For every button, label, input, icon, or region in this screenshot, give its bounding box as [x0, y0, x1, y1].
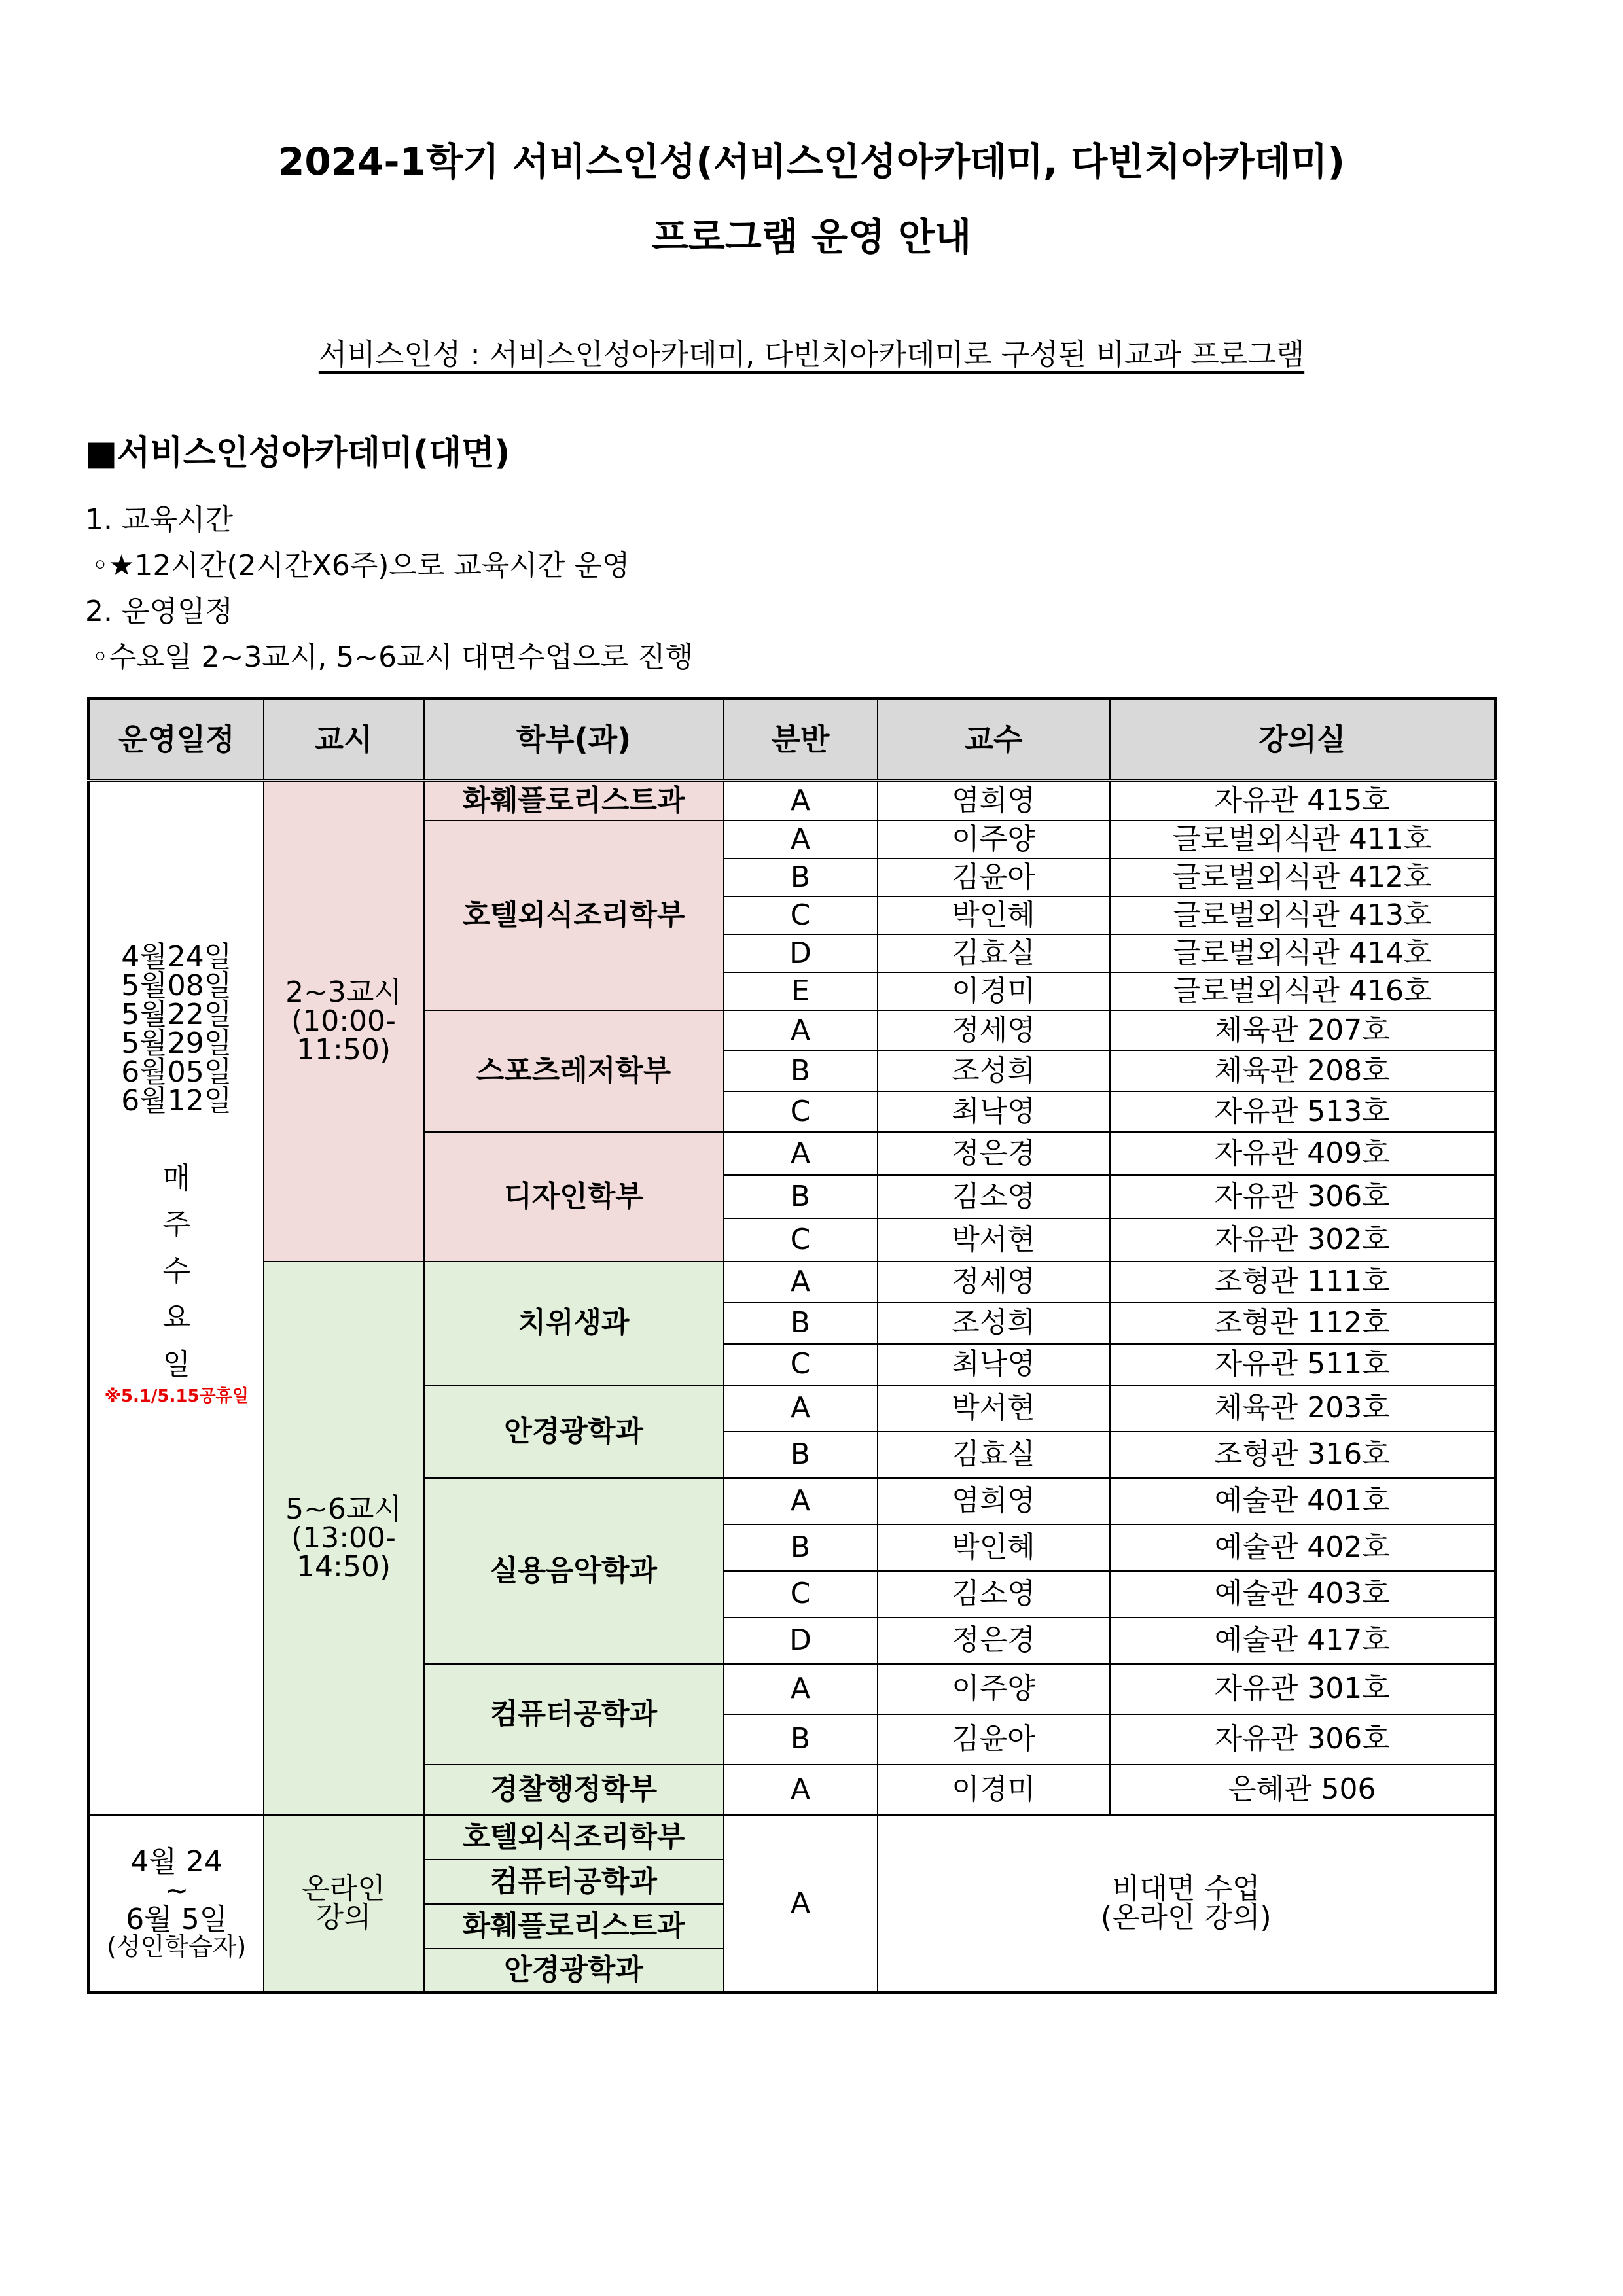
professor-cell: 정은경: [878, 1132, 1110, 1175]
online-target: (성인학습자): [107, 1932, 247, 1961]
room-cell: 조형관 316호: [1110, 1432, 1496, 1478]
section-cell: C: [724, 1571, 878, 1617]
professor-cell: 조성희: [878, 1051, 1110, 1091]
professor-cell: 김소영: [878, 1571, 1110, 1617]
room-cell: 체육관 207호: [1110, 1010, 1496, 1051]
room-cell: 예술관 401호: [1110, 1478, 1496, 1525]
subtitle-text: 서비스인성 : 서비스인성아카데미, 다빈치아카데미로 구성된 비교과 프로그램: [318, 337, 1305, 372]
room-cell: 예술관 402호: [1110, 1525, 1496, 1571]
dept-cell: 화훼플로리스트과: [424, 1904, 724, 1949]
online-note-cell: [878, 1815, 1496, 1993]
professor-cell: 염희영: [878, 1478, 1110, 1525]
room-cell: 자유관 415호: [1110, 781, 1496, 821]
online-section-cell: A: [724, 1815, 878, 1993]
section-cell: D: [724, 934, 878, 972]
period-time-start: (10:00-: [291, 1004, 396, 1038]
room-cell: 자유관 302호: [1110, 1218, 1496, 1262]
weekly-char: 요: [162, 1301, 190, 1335]
section-cell: A: [724, 781, 878, 821]
schedule-date: 6월12일: [121, 1084, 232, 1118]
dept-cell: 스포츠레저학부: [424, 1010, 724, 1132]
dept-cell: 컴퓨터공학과: [424, 1664, 724, 1765]
title-line-1: 2024-1학기 서비스인성(서비스인성아카데미, 다빈치아카데미): [278, 139, 1345, 184]
room-cell: 체육관 208호: [1110, 1051, 1496, 1091]
dept-cell: 안경광학과: [424, 1385, 724, 1478]
section-cell: B: [724, 1175, 878, 1218]
online-note-detail: (온라인 강의): [1100, 1900, 1272, 1934]
professor-cell: 이주양: [878, 821, 1110, 858]
room-cell: 자유관 511호: [1110, 1344, 1496, 1385]
room-cell: 은혜관 506: [1110, 1765, 1496, 1815]
professor-cell: 박인혜: [878, 896, 1110, 934]
section-cell: A: [724, 1010, 878, 1051]
section-cell: B: [724, 858, 878, 896]
table-row: [89, 1262, 1496, 1303]
professor-cell: 이주양: [878, 1664, 1110, 1714]
dept-cell: 호텔외식조리학부: [424, 821, 724, 1010]
period-morning-cell: [264, 781, 424, 1262]
section-cell: E: [724, 972, 878, 1010]
dept-cell: 컴퓨터공학과: [424, 1860, 724, 1904]
section-cell: D: [724, 1617, 878, 1664]
professor-cell: 김소영: [878, 1175, 1110, 1218]
professor-cell: 박서현: [878, 1218, 1110, 1262]
section-cell: A: [724, 1765, 878, 1815]
schedule-date: 4월24일: [121, 940, 232, 974]
professor-cell: 이경미: [878, 972, 1110, 1010]
table-header-row: [89, 699, 1496, 781]
online-dates-cell: [89, 1815, 264, 1993]
schedule-date: 5월29일: [121, 1026, 232, 1060]
professor-cell: 박인혜: [878, 1525, 1110, 1571]
table-row: [89, 1815, 1496, 1860]
header-period: 교시: [264, 699, 424, 781]
professor-cell: 김윤아: [878, 858, 1110, 896]
dept-cell: 경찰행정학부: [424, 1765, 724, 1815]
header-room: 강의실: [1110, 699, 1496, 781]
online-note: 비대면 수업: [1111, 1871, 1260, 1905]
professor-cell: 정세영: [878, 1010, 1110, 1051]
online-period-cell: [264, 1815, 424, 1993]
room-cell: 예술관 417호: [1110, 1617, 1496, 1664]
room-cell: 자유관 301호: [1110, 1664, 1496, 1714]
room-cell: 조형관 112호: [1110, 1303, 1496, 1344]
section-cell: A: [724, 821, 878, 858]
professor-cell: 최낙영: [878, 1344, 1110, 1385]
professor-cell: 정은경: [878, 1617, 1110, 1664]
section-cell: B: [724, 1303, 878, 1344]
room-cell: 예술관 403호: [1110, 1571, 1496, 1617]
dept-cell: 디자인학부: [424, 1132, 724, 1262]
table-row: [89, 781, 1496, 821]
online-period-label: 온라인: [302, 1871, 385, 1905]
schedule-table: [87, 697, 1497, 1994]
professor-cell: 최낙영: [878, 1091, 1110, 1132]
room-cell: 자유관 306호: [1110, 1714, 1496, 1765]
dept-cell: 실용음악학과: [424, 1478, 724, 1664]
period-time-end: 11:50): [296, 1033, 391, 1067]
online-date-separator: ~: [164, 1873, 189, 1907]
info-item-2-heading: 2. 운영일정: [85, 595, 233, 628]
info-item-1-detail: ◦★12시간(2시간X6주)으로 교육시간 운영: [92, 549, 630, 582]
room-cell: 조형관 111호: [1110, 1262, 1496, 1303]
section-cell: B: [724, 1714, 878, 1765]
professor-cell: 이경미: [878, 1765, 1110, 1815]
weekly-char: 일: [162, 1347, 190, 1381]
section-cell: C: [724, 1218, 878, 1262]
info-item-2-detail: ◦수요일 2~3교시, 5~6교시 대면수업으로 진행: [92, 641, 694, 674]
weekly-label: [90, 1155, 263, 1388]
header-department: 학부(과): [424, 699, 724, 781]
section-cell: B: [724, 1051, 878, 1091]
section-cell: C: [724, 1344, 878, 1385]
section-cell: B: [724, 1432, 878, 1478]
schedule-date: 6월05일: [121, 1055, 232, 1089]
room-cell: 자유관 409호: [1110, 1132, 1496, 1175]
weekly-char: 수: [162, 1254, 190, 1288]
dept-cell: 치위생과: [424, 1262, 724, 1385]
section-cell: C: [724, 896, 878, 934]
professor-cell: 김효실: [878, 1432, 1110, 1478]
section-cell: A: [724, 1478, 878, 1525]
section-heading: ■서비스인성아카데미(대면): [85, 434, 510, 473]
room-cell: 글로벌외식관 414호: [1110, 934, 1496, 972]
schedule-dates-cell: [89, 781, 264, 1815]
room-cell: 글로벌외식관 413호: [1110, 896, 1496, 934]
room-cell: 글로벌외식관 416호: [1110, 972, 1496, 1010]
period-label: 2~3교시: [285, 975, 402, 1009]
professor-cell: 김윤아: [878, 1714, 1110, 1765]
room-cell: 글로벌외식관 411호: [1110, 821, 1496, 858]
section-cell: A: [724, 1664, 878, 1714]
room-cell: 체육관 203호: [1110, 1385, 1496, 1432]
schedule-date: 5월08일: [121, 968, 232, 1002]
weekly-char: 주: [162, 1207, 190, 1241]
section-cell: A: [724, 1385, 878, 1432]
section-cell: B: [724, 1525, 878, 1571]
header-section: 분반: [724, 699, 878, 781]
period-afternoon-cell: [264, 1262, 424, 1815]
online-period-label: 강의: [315, 1900, 372, 1934]
professor-cell: 조성희: [878, 1303, 1110, 1344]
weekly-char: 매: [162, 1161, 190, 1195]
room-cell: 자유관 513호: [1110, 1091, 1496, 1132]
period-time-start: (13:00-: [291, 1521, 396, 1555]
online-date-start: 4월 24: [130, 1845, 223, 1879]
section-cell: C: [724, 1091, 878, 1132]
professor-cell: 박서현: [878, 1385, 1110, 1432]
professor-cell: 정세영: [878, 1262, 1110, 1303]
holiday-note: ※5.1/5.15공휴일: [104, 1386, 249, 1406]
dept-cell: 화훼플로리스트과: [424, 781, 724, 821]
info-item-1-heading: 1. 교육시간: [85, 503, 233, 537]
online-date-end: 6월 5일: [126, 1902, 228, 1936]
header-professor: 교수: [878, 699, 1110, 781]
professor-cell: 염희영: [878, 781, 1110, 821]
header-schedule: 운영일정: [89, 699, 264, 781]
dept-cell: 호텔외식조리학부: [424, 1815, 724, 1860]
section-cell: A: [724, 1132, 878, 1175]
period-time-end: 14:50): [296, 1549, 391, 1583]
period-label: 5~6교시: [285, 1492, 402, 1526]
dept-cell: 안경광학과: [424, 1949, 724, 1993]
schedule-date: 5월22일: [121, 997, 232, 1031]
title-line-2: 프로그램 운영 안내: [651, 215, 972, 259]
room-cell: 글로벌외식관 412호: [1110, 858, 1496, 896]
section-cell: A: [724, 1262, 878, 1303]
room-cell: 자유관 306호: [1110, 1175, 1496, 1218]
professor-cell: 김효실: [878, 934, 1110, 972]
subtitle: [0, 330, 1623, 373]
